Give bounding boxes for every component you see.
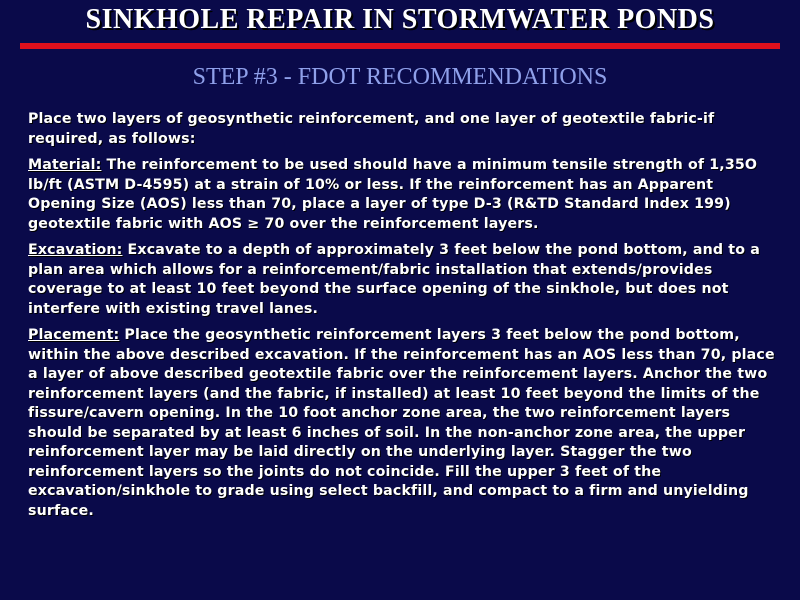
placement-heading: Placement: [28, 327, 120, 343]
placement-paragraph [28, 326, 780, 521]
intro-paragraph: Place two layers of geosynthetic reinforcement, and one layer of geotextile fabric-if required, as follows: [28, 111, 715, 147]
material-text: The reinforcement to be used should have a minimum tensile strength of 1,35O lb/ft (ASTM D-4595) at a strain of 10% or less. If the reinforcement has an Apparent Opening Size (AOS) less than 70, place a layer of type D-3 (R&TD Standard Index 199) geotextile fabric with AOS ≥ 70 over the reinforcement layers. [28, 157, 758, 232]
excavation-text: Excavate to a depth of approximately 3 feet below the pond bottom, and to a plan area which allows for a reinforcement/fabric installation that extends/provides coverage to at least 10 feet beyond the surface opening of the sinkhole, but does not interfere with existing travel lanes. [28, 242, 760, 317]
excavation-paragraph [28, 241, 780, 319]
slide-subtitle: STEP #3 - FDOT RECOMMENDATIONS [192, 64, 608, 90]
material-heading: Material: [28, 157, 102, 173]
slide-title: SINKHOLE REPAIR IN STORMWATER PONDS [85, 4, 715, 35]
placement-text: Place the geosynthetic reinforcement layers 3 feet below the pond bottom, within the above described excavation. If the reinforcement has an AOS less than 70, place a layer of above described geotextile fabric over the reinforcement layers. Anchor the two reinforcement layers (and the fabric, if installed) at least 10 feet beyond the limits of the fissure/cavern opening. In the 10 foot anchor zone area, the two reinforcement layers should be separated by at least 6 inches of soil. In the non-anchor zone area, the upper reinforcement layer may be laid directly on the underlying layer. Stagger the two reinforcement layers so the joints do not coincide. Fill the upper 3 feet of the excavation/sinkhole to grade using select backfill, and compact to a firm and unyielding surface. [28, 327, 775, 519]
title-divider [20, 43, 780, 49]
material-paragraph [28, 156, 780, 234]
slide-body [28, 110, 780, 528]
excavation-heading: Excavation: [28, 242, 123, 258]
